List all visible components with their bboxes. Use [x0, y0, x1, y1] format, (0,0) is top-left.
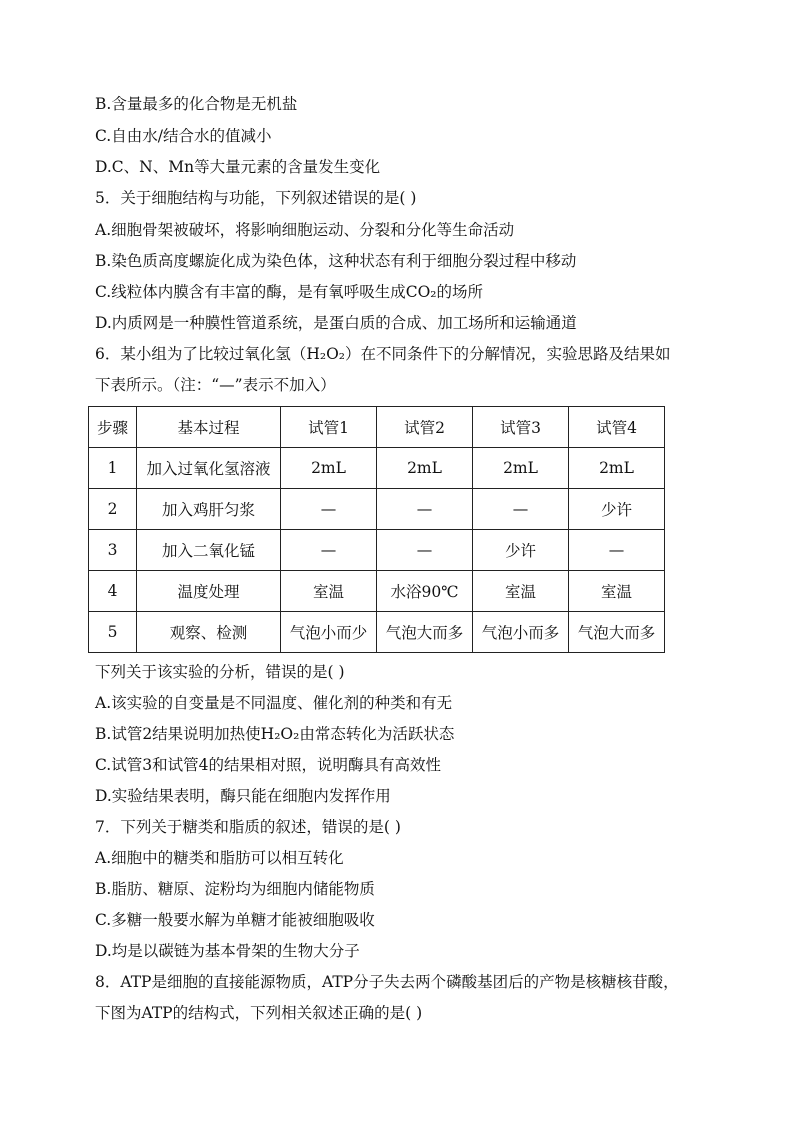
table-cell: 3	[89, 530, 137, 571]
table-cell: 室温	[281, 571, 377, 612]
option-7d: D.均是以碳链为基本骨架的生物大分子	[95, 942, 360, 960]
option-7c: C.多糖一般要水解为单糖才能被细胞吸收	[95, 911, 375, 929]
option-5d: D.内质网是一种膜性管道系统，是蛋白质的合成、加工场所和运输通道	[95, 314, 577, 332]
table-cell: 加入鸡肝匀浆	[137, 489, 281, 530]
table-cell: 少许	[569, 489, 665, 530]
table-cell: 室温	[473, 571, 569, 612]
table-cell: 加入过氧化氢溶液	[137, 448, 281, 489]
table-row	[89, 489, 665, 530]
option-5b: B.染色质高度螺旋化成为染色体，这种状态有利于细胞分裂过程中移动	[95, 252, 577, 270]
table-cell: 2	[89, 489, 137, 530]
header-cell: 试管2	[377, 407, 473, 448]
table-cell: —	[473, 489, 569, 530]
table-cell: 2mL	[281, 448, 377, 489]
option-7b: B.脂肪、糖原、淀粉均为细胞内储能物质	[95, 880, 375, 898]
option-6d: D.实验结果表明，酶只能在细胞内发挥作用	[95, 787, 391, 805]
table-header-row	[89, 407, 665, 448]
option-4c: C.自由水/结合水的值减小	[95, 127, 272, 145]
table-cell: 室温	[569, 571, 665, 612]
table-cell: 气泡小而少	[281, 612, 377, 653]
table-cell: —	[281, 489, 377, 530]
option-6a: A.该实验的自变量是不同温度、催化剂的种类和有无	[95, 694, 453, 712]
table-cell: 加入二氧化锰	[137, 530, 281, 571]
question-6-prompt: 下列关于该实验的分析，错误的是( )	[95, 663, 345, 681]
table-cell: 温度处理	[137, 571, 281, 612]
question-6-line-2: 下表所示。（注：“—”表示不加入）	[95, 376, 336, 394]
table-cell: 1	[89, 448, 137, 489]
table-cell: 2mL	[569, 448, 665, 489]
table-cell: 气泡大而多	[569, 612, 665, 653]
header-cell: 试管1	[281, 407, 377, 448]
question-7: 7．下列关于糖类和脂质的叙述，错误的是( )	[95, 818, 401, 836]
question-6-line-1: 6．某小组为了比较过氧化氢（H₂O₂）在不同条件下的分解情况，实验思路及结果如	[95, 345, 671, 363]
table-cell: —	[377, 489, 473, 530]
option-5c: C.线粒体内膜含有丰富的酶，是有氧呼吸生成CO₂的场所	[95, 283, 484, 301]
table-cell: —	[569, 530, 665, 571]
table-cell: 2mL	[377, 448, 473, 489]
table-cell: 少许	[473, 530, 569, 571]
header-cell: 试管3	[473, 407, 569, 448]
table-cell: —	[281, 530, 377, 571]
option-7a: A.细胞中的糖类和脂肪可以相互转化	[95, 849, 344, 867]
header-cell: 步骤	[89, 407, 137, 448]
question-8-line-1: 8．ATP是细胞的直接能源物质，ATP分子失去两个磷酸基团后的产物是核糖核苷酸，	[95, 973, 679, 991]
table-cell: —	[377, 530, 473, 571]
table-cell: 气泡大而多	[377, 612, 473, 653]
header-cell: 基本过程	[137, 407, 281, 448]
table-cell: 5	[89, 612, 137, 653]
table-row	[89, 612, 665, 653]
table-cell: 水浴90℃	[377, 571, 473, 612]
option-4b: B.含量最多的化合物是无机盐	[95, 95, 298, 113]
experiment-table	[88, 406, 665, 653]
option-4d: D.C、N、Mn等大量元素的含量发生变化	[95, 158, 381, 176]
table-cell: 气泡小而多	[473, 612, 569, 653]
table-cell: 观察、检测	[137, 612, 281, 653]
option-6c: C.试管3和试管4的结果相对照，说明酶具有高效性	[95, 756, 441, 774]
option-5a: A.细胞骨架被破坏，将影响细胞运动、分裂和分化等生命活动	[95, 221, 515, 239]
table-row	[89, 448, 665, 489]
table-cell: 2mL	[473, 448, 569, 489]
question-8-line-2: 下图为ATP的结构式，下列相关叙述正确的是( )	[95, 1004, 423, 1022]
option-6b: B.试管2结果说明加热使H₂O₂由常态转化为活跃状态	[95, 725, 455, 743]
table-row	[89, 530, 665, 571]
table-row	[89, 571, 665, 612]
question-5: 5．关于细胞结构与功能，下列叙述错误的是( )	[95, 189, 417, 207]
table-cell: 4	[89, 571, 137, 612]
header-cell: 试管4	[569, 407, 665, 448]
